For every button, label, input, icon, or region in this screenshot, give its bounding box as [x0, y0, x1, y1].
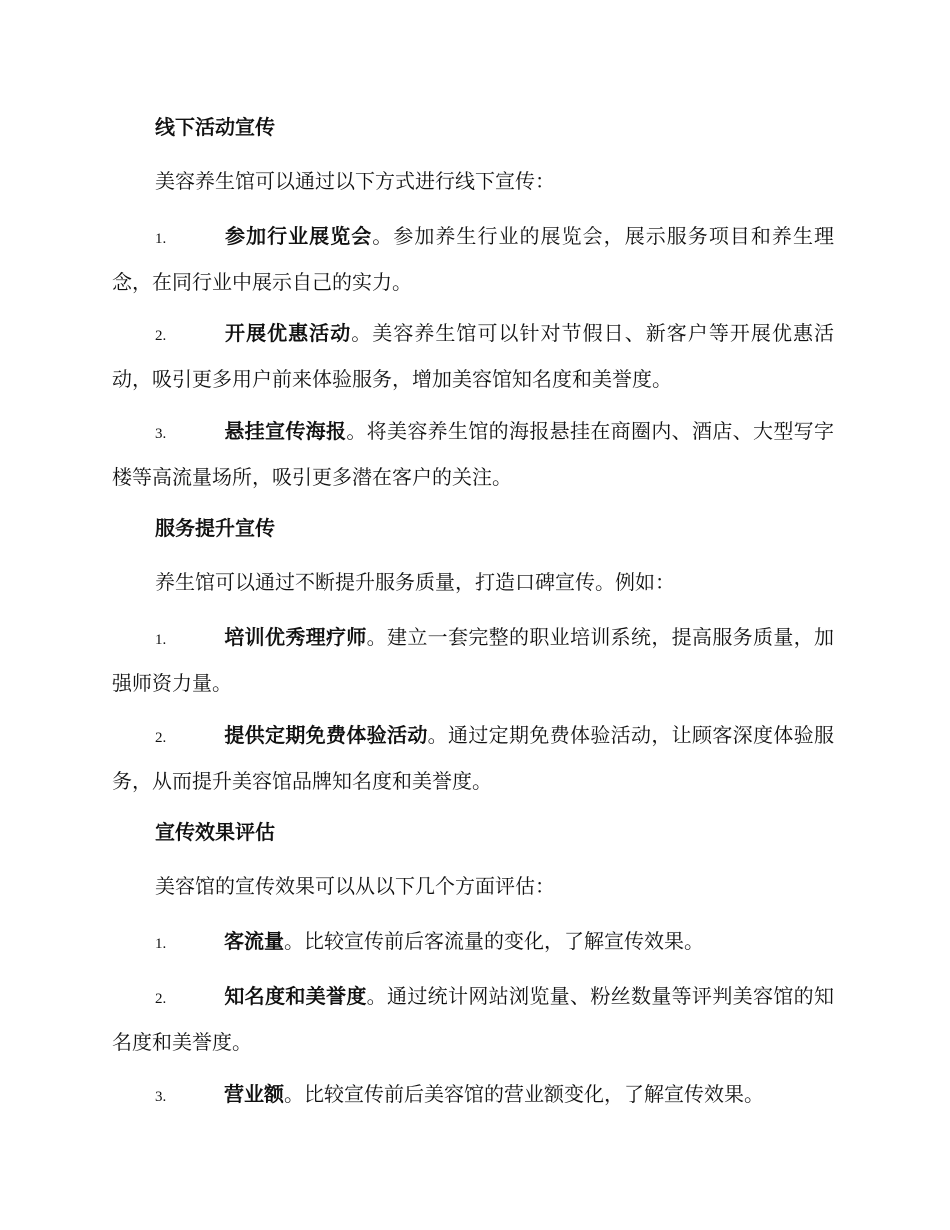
list-number: 2. [155, 328, 167, 344]
list-text: 。美容养生馆可以针对节假日、新客户等开展优惠活动，吸引更多用户前来体验服务，增加美容馆知名度和美誉度。 [112, 321, 835, 391]
list-term: 营业额 [224, 1082, 284, 1106]
list-item [112, 616, 834, 705]
list-item [112, 975, 834, 1064]
list-number: 3. [155, 426, 167, 442]
list-text: 。参加养生行业的展览会，展示服务项目和养生理念，在同行业中展示自己的实力。 [112, 224, 835, 294]
list-term: 提供定期免费体验活动 [224, 723, 428, 747]
list-number: 2. [155, 730, 167, 746]
list-term: 知名度和美誉度 [224, 984, 367, 1008]
list-item [112, 312, 834, 401]
list-number: 1. [155, 231, 167, 247]
section-heading: 服务提升宣传 [155, 516, 275, 540]
list-item [112, 1073, 834, 1119]
list-number: 1. [155, 936, 167, 952]
list-term: 悬挂宣传海报 [224, 419, 347, 443]
list-text: 。将美容养生馆的海报悬挂在商圈内、酒店、大型写字楼等高流量场所，吸引更多潜在客户的关注。 [112, 419, 835, 489]
section-intro: 美容养生馆可以通过以下方式进行线下宣传： [155, 169, 555, 193]
list-number: 2. [155, 991, 167, 1007]
section-heading: 宣传效果评估 [155, 820, 275, 844]
list-text: 。比较宣传前后客流量的变化，了解宣传效果。 [284, 929, 704, 953]
list-term: 开展优惠活动 [224, 321, 352, 345]
list-number: 1. [155, 632, 167, 648]
list-item [112, 410, 834, 499]
list-item [112, 714, 834, 803]
list-number: 3. [155, 1089, 167, 1105]
list-text: 。通过统计网站浏览量、粉丝数量等评判美容馆的知名度和美誉度。 [112, 984, 835, 1054]
list-item [112, 215, 834, 304]
section-intro: 养生馆可以通过不断提升服务质量，打造口碑宣传。例如： [155, 570, 675, 594]
list-term: 培训优秀理疗师 [224, 625, 367, 649]
section-heading: 线下活动宣传 [155, 115, 275, 139]
list-term: 参加行业展览会 [224, 224, 373, 248]
section-intro: 美容馆的宣传效果可以从以下几个方面评估： [155, 874, 555, 898]
list-term: 客流量 [224, 929, 284, 953]
list-text: 。建立一套完整的职业培训系统，提高服务质量，加强师资力量。 [112, 625, 835, 695]
list-item [112, 920, 834, 966]
list-text: 。比较宣传前后美容馆的营业额变化，了解宣传效果。 [284, 1082, 764, 1106]
list-text: 。通过定期免费体验活动，让顾客深度体验服务，从而提升美容馆品牌知名度和美誉度。 [112, 723, 835, 793]
